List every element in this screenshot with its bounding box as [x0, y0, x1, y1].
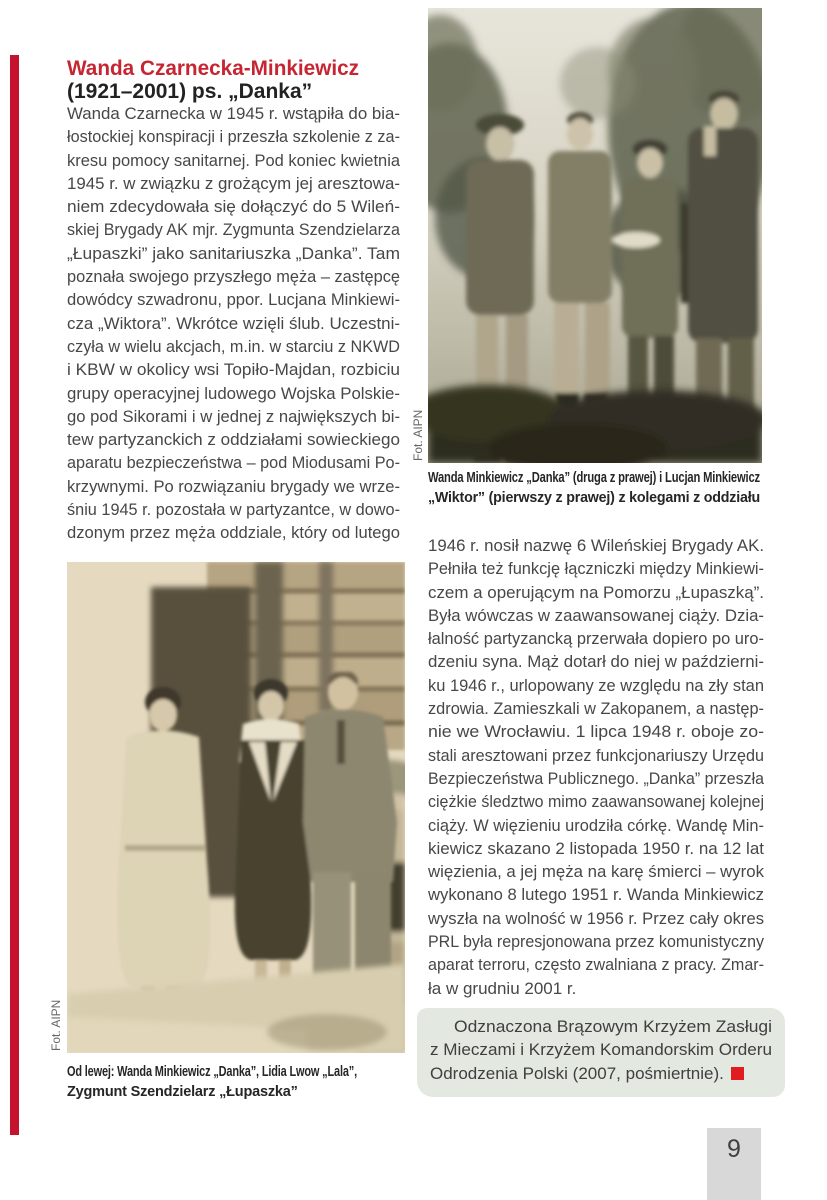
red-accent-bar [10, 55, 19, 1135]
award-line: Odznaczona Brązowym Krzyżem Zasługi [454, 1017, 772, 1036]
body-text-line: Była wówczas w zaawansowanej ciąży. Dzia- [428, 605, 764, 625]
body-text-line: krzywnymi. Po rozwiązaniu brygady we wrze- [67, 476, 400, 496]
bottom-photo-caption [67, 1064, 357, 1104]
body-text-line: dowódcy szwadronu, ppor. Lucjana Minkiewi- [67, 290, 400, 310]
bottom-photo [67, 562, 405, 1053]
body-text-line: 1945 r. w związku z grożącym jej aresztowa- [67, 173, 400, 193]
body-text-line: wykonano 8 lutego 1951 r. Wanda Minkiewicz [428, 885, 764, 905]
person-years-pseudonym: (1921–2001) ps. „Danka” [67, 80, 313, 104]
right-column-text [428, 536, 764, 1002]
body-text-line: niem zdecydowała się dołączyć do 5 Wileń- [67, 197, 400, 217]
body-text-line: skiej Brygady AK mjr. Zygmunta Szendzielarza [67, 220, 400, 240]
page-number: 9 [727, 1135, 741, 1163]
body-text-line: poznała swojego przyszłego męża – zastępcę [67, 267, 400, 287]
top-photo [428, 8, 762, 463]
caption-line: Zygmunt Szendzielarz „Łupaszka” [67, 1084, 298, 1100]
award-box [417, 1008, 785, 1097]
body-text-line: ciąży. W więzieniu urodziła córkę. Wandę Min- [428, 815, 764, 835]
caption-line: Wanda Minkiewicz „Danka” (druga z prawej) i Lucjan Minkiewicz [428, 470, 760, 486]
body-text-line: śniu 1945 r. pozostała w partyzantce, w dowo- [67, 500, 400, 520]
body-text-line: grupy operacyjnej ludowego Wojska Polskie- [67, 383, 400, 403]
body-text-line: kiewicz skazano 2 listopada 1950 r. na 12 lat [428, 838, 764, 858]
body-text-line: ku 1946 r., urlopowany ze względu na zły stan [428, 675, 764, 695]
body-text-line: dzeniu syna. Mąż dotarł do niej w październi- [428, 652, 764, 672]
body-text-line: i KBW w okolicy wsi Topiło-Majdan, rozbiciu [67, 360, 400, 380]
body-text-line: nie we Wrocławiu. 1 lipca 1948 r. oboje zo- [428, 722, 764, 742]
body-text-line: zdrowia. Zamieszkali w Zakopanem, a następ- [428, 699, 764, 719]
caption-line: „Wiktor” (pierwszy z prawej) z kolegami z oddziału [428, 490, 760, 506]
body-text-line: kresu pomocy sanitarnej. Pod koniec kwietnia [67, 150, 400, 170]
award-line-text: Odrodzenia Polski (2007, pośmiertnie). [430, 1063, 724, 1083]
body-text-line: wyszła na wolność w 1956 r. Przez cały okres [428, 908, 764, 928]
top-photo-caption [428, 470, 760, 510]
caption-line: Od lewej: Wanda Minkiewicz „Danka”, Lidia Lwow „Lala”, [67, 1064, 357, 1080]
page-heading [67, 57, 359, 104]
body-text-line: Pełniła też funkcję łączniczki między Minkiewi- [428, 559, 764, 579]
body-text-line: łostockiej konspiracji i przeszła szkolenie z za- [67, 127, 400, 147]
award-line: z Mieczami i Krzyżem Komandorskim Orderu [430, 1040, 772, 1060]
body-text-line: aparat terroru, często zwalniana z pracy. Zmar- [428, 955, 764, 975]
body-text-line: Bezpieczeństwa Publicznego. „Danka” przeszła [428, 768, 764, 788]
body-text-line: ciężkie śledztwo mimo zaawansowanej kolejnej [428, 792, 764, 812]
person-name: Wanda Czarnecka-Minkiewicz [67, 57, 359, 80]
top-photo-credit: Fot. AIPN [411, 409, 425, 461]
body-text-line: „Łupaszki” jako sanitariuszka „Danka”. Tam [67, 243, 400, 263]
body-text-line: więzienia, a jej męża na karę śmierci – wyrok [428, 862, 764, 882]
award-line [430, 1064, 772, 1087]
body-text-line: Wanda Czarnecka w 1945 r. wstąpiła do bia- [67, 104, 400, 123]
body-text-line: tew partyzanckich z oddziałami sowieckiego [67, 430, 401, 450]
page-number-box [707, 1128, 761, 1200]
body-text-line: PRL była represjonowana przez komunistyczny [428, 932, 764, 952]
top-photo-image [428, 8, 762, 463]
bottom-photo-credit: Fot. AIPN [49, 999, 63, 1051]
body-text-line: aparatu bezpieczeństwa – pod Miodusami Po- [67, 453, 400, 473]
body-text-line: czem a operującym na Pomorzu „Łupaszką”. [428, 582, 764, 602]
body-text-line: czyła w wielu akcjach, m.in. w starciu z NKWD [67, 336, 400, 356]
body-text-line: ła w grudniu 2001 r. [428, 978, 577, 998]
body-text-line: go pod Sikorami i w jednej z największych bi- [67, 406, 400, 426]
end-square [731, 1067, 744, 1080]
body-text-line: łalność partyzancką przerwała dopiero po uro- [428, 629, 764, 649]
left-column-text [67, 104, 400, 547]
body-text-line: cza „Wiktora”. Wkrótce wzięli ślub. Uczestni- [67, 313, 400, 333]
body-text-line: 1946 r. nosił nazwę 6 Wileńskiej Brygady AK. [428, 536, 764, 555]
body-text-line: dzonym przez męża oddziale, który od lutego [67, 523, 400, 543]
body-text-line: stali aresztowani przez funkcjonariuszy Urzędu [428, 745, 764, 765]
bottom-photo-image [67, 562, 405, 1053]
